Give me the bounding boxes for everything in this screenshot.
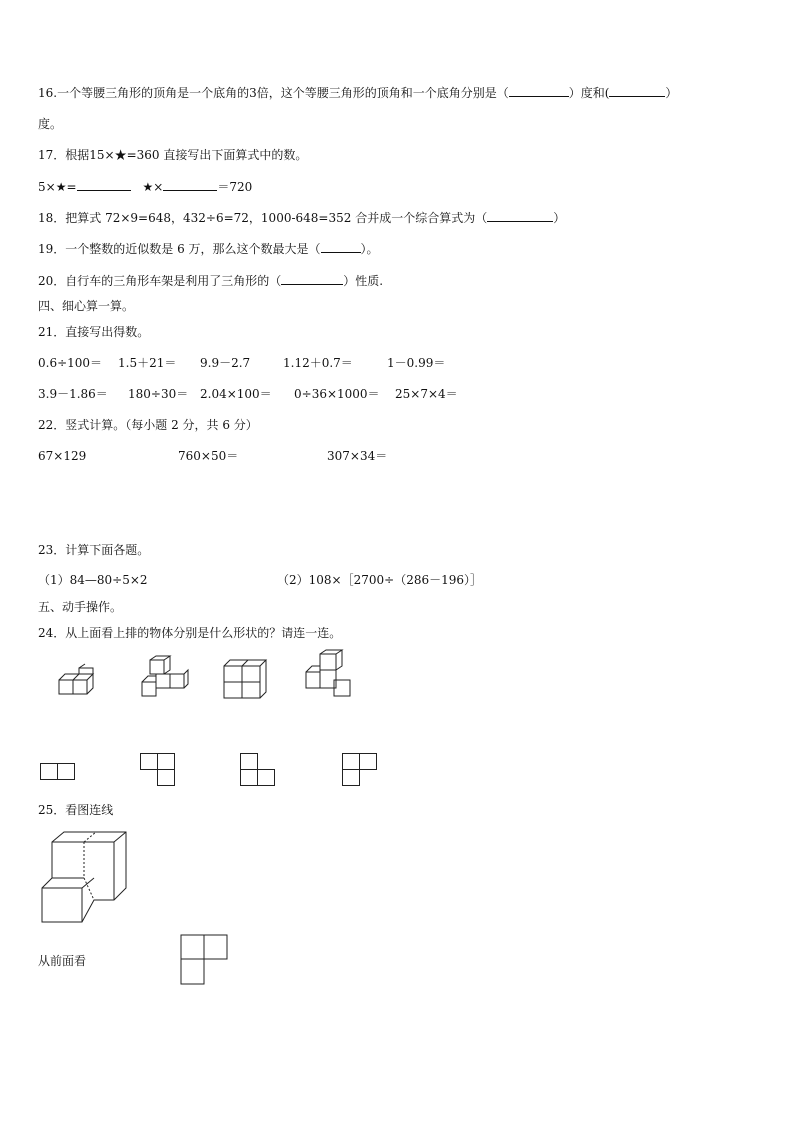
q23-title	[38, 542, 149, 558]
q21-title	[38, 324, 149, 340]
q23-item-2: （2）108×［2700÷（286－196）］	[277, 573, 482, 587]
q19-text: 19．一个整数的近似数是 6 万，那么这个数最大是（	[38, 242, 321, 256]
q24-title	[38, 625, 341, 641]
q25-title-text: 25．看图连线	[38, 803, 114, 817]
q21-title-text: 21．直接写出得数。	[38, 325, 150, 339]
q21-row2-item-5: 25×7×4＝	[395, 387, 458, 401]
q24-view-4	[342, 753, 378, 789]
q16-line1	[38, 84, 677, 101]
q21-row1-item-3: 9.9－2.7	[200, 356, 251, 370]
q25-label-text: 从前面看	[38, 954, 87, 968]
q18-text: 18．把算式 72×9=648，432÷6=72，1000-648=352 合并成一个综合算式为（	[38, 211, 488, 225]
q22-item-3: 307×34＝	[327, 449, 388, 463]
q22-title	[38, 417, 258, 433]
q18-line	[38, 209, 565, 226]
q17-blank-2[interactable]	[163, 178, 217, 191]
q19-line	[38, 240, 379, 257]
q18-blank[interactable]	[487, 209, 553, 222]
q24-view-2	[140, 753, 176, 789]
q21-row2-item-4: 0÷36×1000＝	[294, 387, 380, 401]
section-4-text: 四、细心算一算。	[38, 299, 135, 313]
q20-line	[38, 272, 383, 289]
q17-title-text: 17．根据15×★=360 直接写出下面算式中的数。	[38, 148, 308, 162]
q16-text-d: 度。	[38, 117, 63, 131]
q24-title-text: 24．从上面看上排的物体分别是什么形状的？请连一连。	[38, 626, 342, 640]
q25-solid	[40, 830, 130, 924]
q21-row2-item-2: 180÷30＝	[128, 387, 189, 401]
q17-equations	[38, 178, 252, 195]
q17-eq2-prefix: ★×	[142, 180, 164, 194]
q21-row1-item-5: 1－0.99＝	[387, 356, 446, 370]
q16-blank-1[interactable]	[509, 84, 569, 97]
q16-line2	[38, 116, 62, 132]
section-4-heading	[38, 298, 134, 314]
q22-item-1: 67×129	[38, 449, 87, 463]
q16-text-b: ）度和(	[568, 86, 610, 100]
q21-row1-item-1: 0.6÷100＝	[38, 356, 103, 370]
q23-item-1: （1）84—80÷5×2	[38, 573, 148, 587]
q16-text-c: ）	[665, 86, 678, 100]
q19-blank[interactable]	[321, 240, 361, 253]
q22-title-text: 22．竖式计算。（每小题 2 分，共 6 分）	[38, 418, 258, 432]
q22-item-2: 760×50＝	[178, 449, 239, 463]
q24-solid-2	[138, 656, 188, 704]
q16-blank-2[interactable]	[609, 84, 665, 97]
q25-front-view-label	[38, 953, 86, 969]
q25-title	[38, 802, 113, 818]
q24-solid-3	[222, 658, 268, 702]
q18-close: ）	[553, 211, 566, 225]
q24-solid-1	[55, 668, 105, 704]
q20-text: 20．自行车的三角形车架是利用了三角形的（	[38, 274, 282, 288]
q21-row2-item-1: 3.9－1.86＝	[38, 387, 108, 401]
q24-view-1	[40, 763, 76, 781]
q16-text-a: 16.一个等腰三角形的顶角是一个底角的3倍，这个等腰三角形的顶角和一个底角分别是（	[38, 86, 509, 100]
section-5-text: 五、动手操作。	[38, 600, 123, 614]
q21-row1-item-2: 1.5＋21＝	[118, 356, 177, 370]
q17-eq2-suffix: ＝720	[217, 180, 253, 194]
q17-eq1: 5×★=	[38, 180, 77, 194]
q24-view-3	[240, 753, 276, 789]
q20-close: ）性质.	[343, 274, 384, 288]
q25-front-view-shape	[180, 934, 230, 986]
q24-solid-4	[302, 650, 354, 702]
q19-close: ）。	[360, 242, 379, 256]
q17-title	[38, 147, 307, 163]
q23-title-text: 23．计算下面各题。	[38, 543, 150, 557]
q21-row2-item-3: 2.04×100＝	[200, 387, 272, 401]
q17-blank-1[interactable]	[77, 178, 131, 191]
q20-blank[interactable]	[281, 272, 343, 285]
section-5-heading	[38, 599, 122, 615]
q21-row1-item-4: 1.12＋0.7＝	[283, 356, 353, 370]
